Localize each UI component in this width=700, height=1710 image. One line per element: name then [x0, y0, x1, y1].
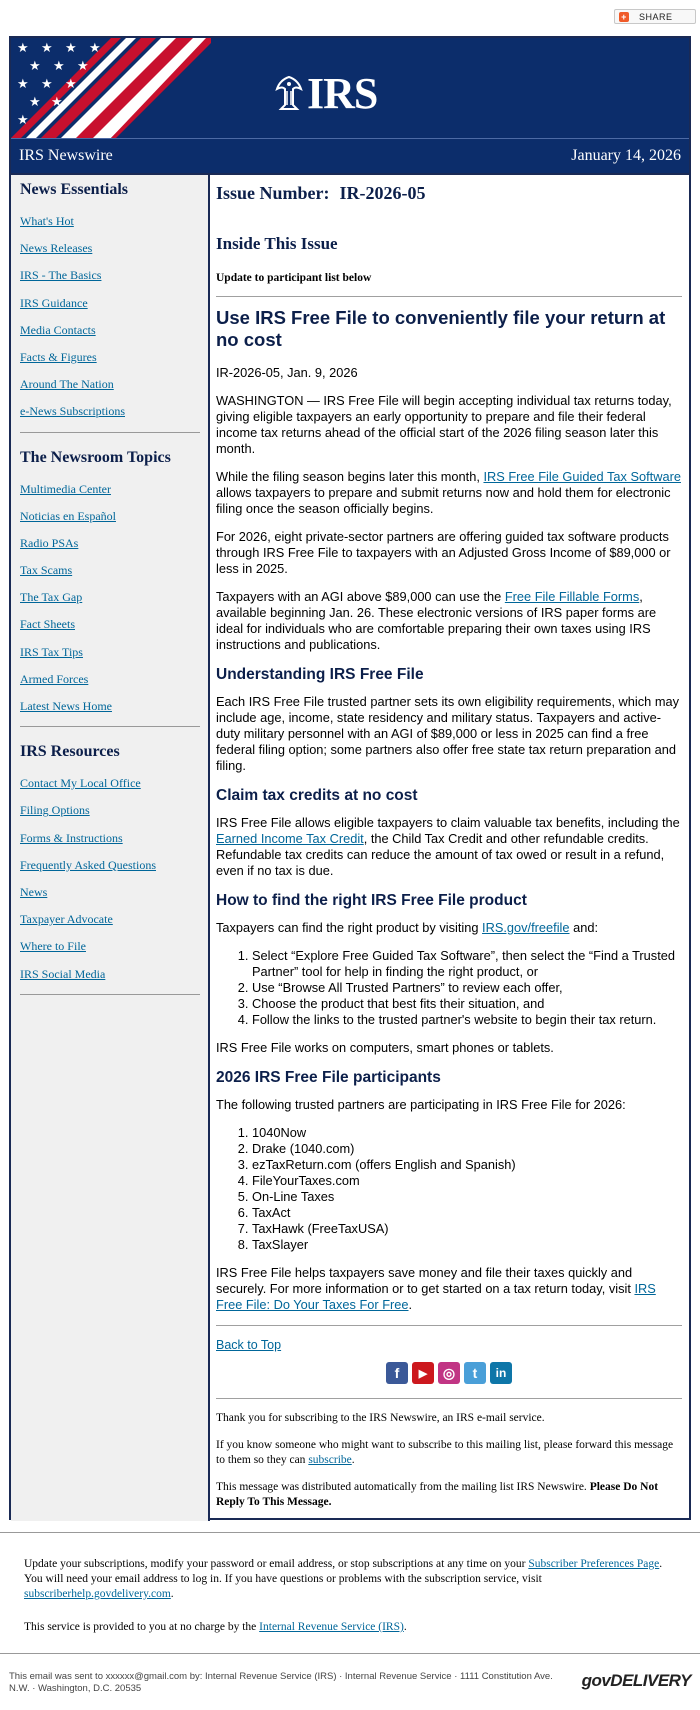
facebook-glyph: f [394, 1365, 400, 1381]
main-content [210, 175, 689, 1521]
sidebar-link-latest-news-home[interactable]: Latest News Home [20, 699, 112, 713]
article-paragraph: WASHINGTON — IRS Free File will begin accepting individual tax returns today, giving eligible taxpayers an early opportunity to prepare and file their federal income tax returns ahead of the official start of the 2026 filing season later this month. [216, 393, 672, 456]
article-paragraph [216, 589, 682, 653]
sidebar-divider [20, 994, 200, 995]
back-to-top [216, 1338, 682, 1352]
sidebar-link-news-releases[interactable]: News Releases [20, 241, 93, 256]
text: This service is provided to you at no charge by the [24, 1621, 260, 1633]
sidebar-link-tax-scams[interactable]: Tax Scams [20, 563, 73, 578]
govdelivery-footer [9, 1671, 691, 1695]
subscriber-preferences-link[interactable]: Subscriber Preferences Page [528, 1558, 660, 1570]
content-divider [216, 296, 682, 297]
irs-link[interactable]: Internal Revenue Service (IRS) [259, 1621, 404, 1633]
svg-text:★: ★ [17, 113, 29, 128]
do-not-reply-text: Please Do Not Reply To This Message. [216, 1481, 659, 1508]
sidebar-link-media-contacts[interactable]: Media Contacts [20, 322, 96, 337]
article-paragraph: IRS Free File works on computers, smart phones or tablets. [216, 1040, 554, 1055]
content-divider [216, 1325, 682, 1326]
guided-tax-software-link[interactable]: IRS Free File Guided Tax Software [483, 469, 681, 484]
sidebar-link-multimedia-center[interactable]: Multimedia Center [20, 481, 111, 496]
social-icons [216, 1362, 682, 1384]
content-columns [11, 173, 689, 1521]
twitter-glyph: t [472, 1365, 478, 1381]
svg-text:★: ★ [41, 41, 53, 56]
sidebar [11, 175, 210, 1521]
linkedin-glyph: in [495, 1366, 507, 1380]
sidebar-link-irs-basics[interactable]: IRS - The Basics [20, 268, 102, 283]
list-item: 1. Select “Explore Free Guided Tax Software”, then select the “Find a Trusted Partner” tool for help in finding the right product, or [252, 948, 682, 980]
article-paragraph [216, 1265, 682, 1313]
text: IRS Free File helps taxpayers save money and file their taxes quickly and securely. For more information or to get started on a tax return today, visit [216, 1265, 635, 1296]
back-to-top-link[interactable]: Back to Top [216, 1338, 282, 1352]
subscription-text [24, 1557, 676, 1602]
section-heading: Claim tax credits at no cost [216, 787, 418, 804]
sidebar-link-fact-sheets[interactable]: Fact Sheets [20, 617, 75, 632]
share-button[interactable] [614, 9, 696, 24]
logo-text: IRS [307, 69, 378, 118]
article-paragraph [216, 920, 682, 936]
share-bar [0, 0, 700, 36]
text: Taxpayers can find the right product by visiting [216, 920, 483, 935]
forward-text [216, 1438, 682, 1468]
linkedin-icon[interactable] [490, 1362, 512, 1384]
sidebar-link-filing-options[interactable]: Filing Options [20, 803, 90, 818]
list-item: 8. TaxSlayer [252, 1237, 682, 1253]
sidebar-link-irs-tax-tips[interactable]: IRS Tax Tips [20, 644, 83, 659]
list-item: 5. On-Line Taxes [252, 1189, 682, 1205]
svg-text:★: ★ [29, 59, 41, 74]
eagle-icon [273, 75, 305, 113]
text: . [408, 1297, 413, 1312]
text: . You will need your email address to log in. If you have questions or problems with the subscription service, visit [24, 1558, 663, 1585]
free-file-do-your-taxes-link[interactable]: IRS Free File: Do Your Taxes For Free [216, 1281, 656, 1312]
sidebar-link-forms-instructions[interactable]: Forms & Instructions [20, 830, 123, 845]
sidebar-link-armed-forces[interactable]: Armed Forces [20, 671, 89, 686]
service-text [24, 1620, 676, 1635]
sidebar-link-where-to-file[interactable]: Where to File [20, 939, 86, 954]
sidebar-link-tax-gap[interactable]: The Tax Gap [20, 590, 83, 605]
issue-date: January 14, 2026 [571, 147, 681, 164]
article [216, 307, 682, 1313]
article-title: Use IRS Free File to conveniently file your return at no cost [216, 307, 666, 350]
issue-id: IR-2026-05 [339, 183, 426, 203]
text: . [403, 1621, 407, 1633]
irs-logo [273, 68, 377, 119]
sidebar-section-title: News Essentials [20, 181, 129, 198]
svg-text:★: ★ [41, 77, 53, 92]
sidebar-link-irs-social-media[interactable]: IRS Social Media [20, 966, 106, 981]
sidebar-link-facts-figures[interactable]: Facts & Figures [20, 349, 97, 364]
svg-text:★: ★ [65, 77, 77, 92]
section-heading: How to find the right IRS Free File product [216, 892, 527, 909]
footer-divider [0, 1653, 700, 1654]
article-paragraph [216, 815, 682, 879]
list-item: 7. TaxHawk (FreeTaxUSA) [252, 1221, 682, 1237]
sidebar-link-around-the-nation[interactable]: Around The Nation [20, 377, 114, 392]
article-paragraph: For 2026, eight private-sector partners are offering guided tax software products through IRS Free File to taxpayers with an Adjusted Gross Income of $89,000 or less in 2025. [216, 529, 671, 576]
newsletter-frame [9, 36, 691, 1520]
article-paragraph: The following trusted partners are participating in IRS Free File for 2026: [216, 1097, 626, 1112]
instagram-icon[interactable] [438, 1362, 460, 1384]
svg-text:★: ★ [51, 95, 63, 110]
steps-list [216, 948, 682, 1028]
sidebar-link-news[interactable]: News [20, 884, 48, 899]
sidebar-section-title: IRS Resources [20, 743, 120, 761]
text: , available beginning Jan. 26. These electronic versions of IRS paper forms are ideal for individuals who are comfortable preparing their own taxes using IRS instructions and publications. [216, 589, 657, 652]
content-divider [216, 1398, 682, 1399]
section-heading: 2026 IRS Free File participants [216, 1069, 441, 1086]
text: If you know someone who might want to subscribe to this mailing list, please forward this message to them so they can [216, 1439, 674, 1466]
plus-icon: + [619, 12, 629, 22]
instagram-glyph: ◎ [442, 1364, 456, 1381]
eitc-link[interactable]: Earned Income Tax Credit [216, 831, 364, 846]
text: This message was distributed automatically from the mailing list IRS Newswire. [216, 1481, 590, 1493]
sidebar-section-title: The Newsroom Topics [20, 448, 171, 466]
sidebar-link-contact-local-office[interactable]: Contact My Local Office [20, 776, 141, 791]
newswire-title: IRS Newswire [19, 147, 113, 164]
text: Taxpayers with an AGI above $89,000 can use the [216, 589, 505, 604]
list-item: 4. FileYourTaxes.com [252, 1173, 682, 1189]
sidebar-divider [20, 726, 200, 727]
subscriber-help-link[interactable]: subscriberhelp.govdelivery.com [24, 1588, 171, 1600]
section-heading: Understanding IRS Free File [216, 666, 424, 683]
subscription-footer [0, 1532, 700, 1654]
list-item: 4. Follow the links to the trusted partner's website to begin their tax return. [252, 1012, 682, 1028]
sidebar-link-whats-hot[interactable]: What's Hot [20, 214, 74, 228]
govdelivery-logo: govDELIVERY [581, 1671, 691, 1690]
newswire-bar [11, 138, 689, 173]
svg-text:★: ★ [17, 41, 29, 56]
text: , the Child Tax Credit and other refundable credits. Refundable tax credits can reduce the amount of tax owed or result in a refund, even if no tax is due. [216, 831, 665, 878]
text: . [170, 1588, 174, 1600]
text: IRS Free File allows eligible taxpayers to claim valuable tax benefits, including the [216, 815, 680, 830]
update-note: Update to participant list below [216, 272, 372, 284]
sidebar-link-enews-subscriptions[interactable]: e-News Subscriptions [20, 404, 125, 419]
auto-text [216, 1480, 682, 1510]
sidebar-link-noticias[interactable]: Noticias en Español [20, 508, 116, 523]
youtube-glyph: ▶ [418, 1367, 428, 1380]
newsletter-footer [216, 1411, 682, 1510]
text: . [351, 1454, 355, 1466]
text: Update your subscriptions, modify your password or email address, or stop subscriptions at any time on your [24, 1558, 529, 1570]
fillable-forms-link[interactable]: Free File Fillable Forms [504, 589, 640, 604]
list-item: 2. Use “Browse All Trusted Partners” to review each offer, [252, 980, 682, 996]
sidebar-divider [20, 432, 200, 433]
sidebar-link-radio-psas[interactable]: Radio PSAs [20, 535, 79, 550]
list-item: 2. Drake (1040.com) [252, 1141, 682, 1157]
list-item: 3. ezTaxReturn.com (offers English and Spanish) [252, 1157, 682, 1173]
text: While the filing season begins later this month, [216, 469, 484, 484]
facebook-icon[interactable] [386, 1362, 408, 1384]
sent-to-text: This email was sent to xxxxxx@gmail.com by: Internal Revenue Service (IRS) · Internal Revenue Service · 1111 Constitution Ave. N.W. · Washington, D.C. 20535 [9, 1671, 553, 1694]
flag-graphic [11, 38, 211, 138]
inside-this-issue-heading: Inside This Issue [216, 234, 338, 253]
subscribe-link[interactable]: subscribe [308, 1454, 352, 1466]
list-item: 3. Choose the product that best fits their situation, and [252, 996, 682, 1012]
freefile-link[interactable]: IRS.gov/freefile [482, 920, 570, 935]
sidebar-link-taxpayer-advocate[interactable]: Taxpayer Advocate [20, 912, 113, 927]
irs-banner [11, 38, 689, 138]
twitter-icon[interactable] [464, 1362, 486, 1384]
svg-text:★: ★ [65, 41, 77, 56]
participants-list [216, 1125, 682, 1253]
sidebar-link-faq[interactable]: Frequently Asked Questions [20, 857, 156, 872]
issue-label: Issue Number: [216, 183, 330, 203]
article-paragraph [216, 469, 682, 517]
text: allows taxpayers to prepare and submit returns now and hold them for electronic filing once the season officially begins. [216, 485, 671, 516]
svg-text:★: ★ [17, 77, 29, 92]
article-dateline: IR-2026-05, Jan. 9, 2026 [216, 365, 358, 380]
sidebar-link-irs-guidance[interactable]: IRS Guidance [20, 295, 88, 310]
thanks-text: Thank you for subscribing to the IRS Newswire, an IRS e-mail service. [216, 1412, 545, 1424]
text: and: [569, 920, 598, 935]
youtube-icon[interactable] [412, 1362, 434, 1384]
svg-text:★: ★ [77, 59, 89, 74]
svg-text:★: ★ [89, 41, 101, 56]
list-item: 1. 1040Now [252, 1125, 682, 1141]
svg-text:★: ★ [53, 59, 65, 74]
list-item: 6. TaxAct [252, 1205, 682, 1221]
svg-text:★: ★ [29, 95, 41, 110]
issue-number [216, 183, 682, 204]
share-label: SHARE [639, 11, 673, 22]
article-paragraph: Each IRS Free File trusted partner sets its own eligibility requirements, which may include age, income, state residency and military status. Taxpayers and active-duty military personnel with an AGI of $89,000 or less in 2025 can find a free federal filing option; some partners also offer free state tax return preparation and filing. [216, 694, 679, 773]
